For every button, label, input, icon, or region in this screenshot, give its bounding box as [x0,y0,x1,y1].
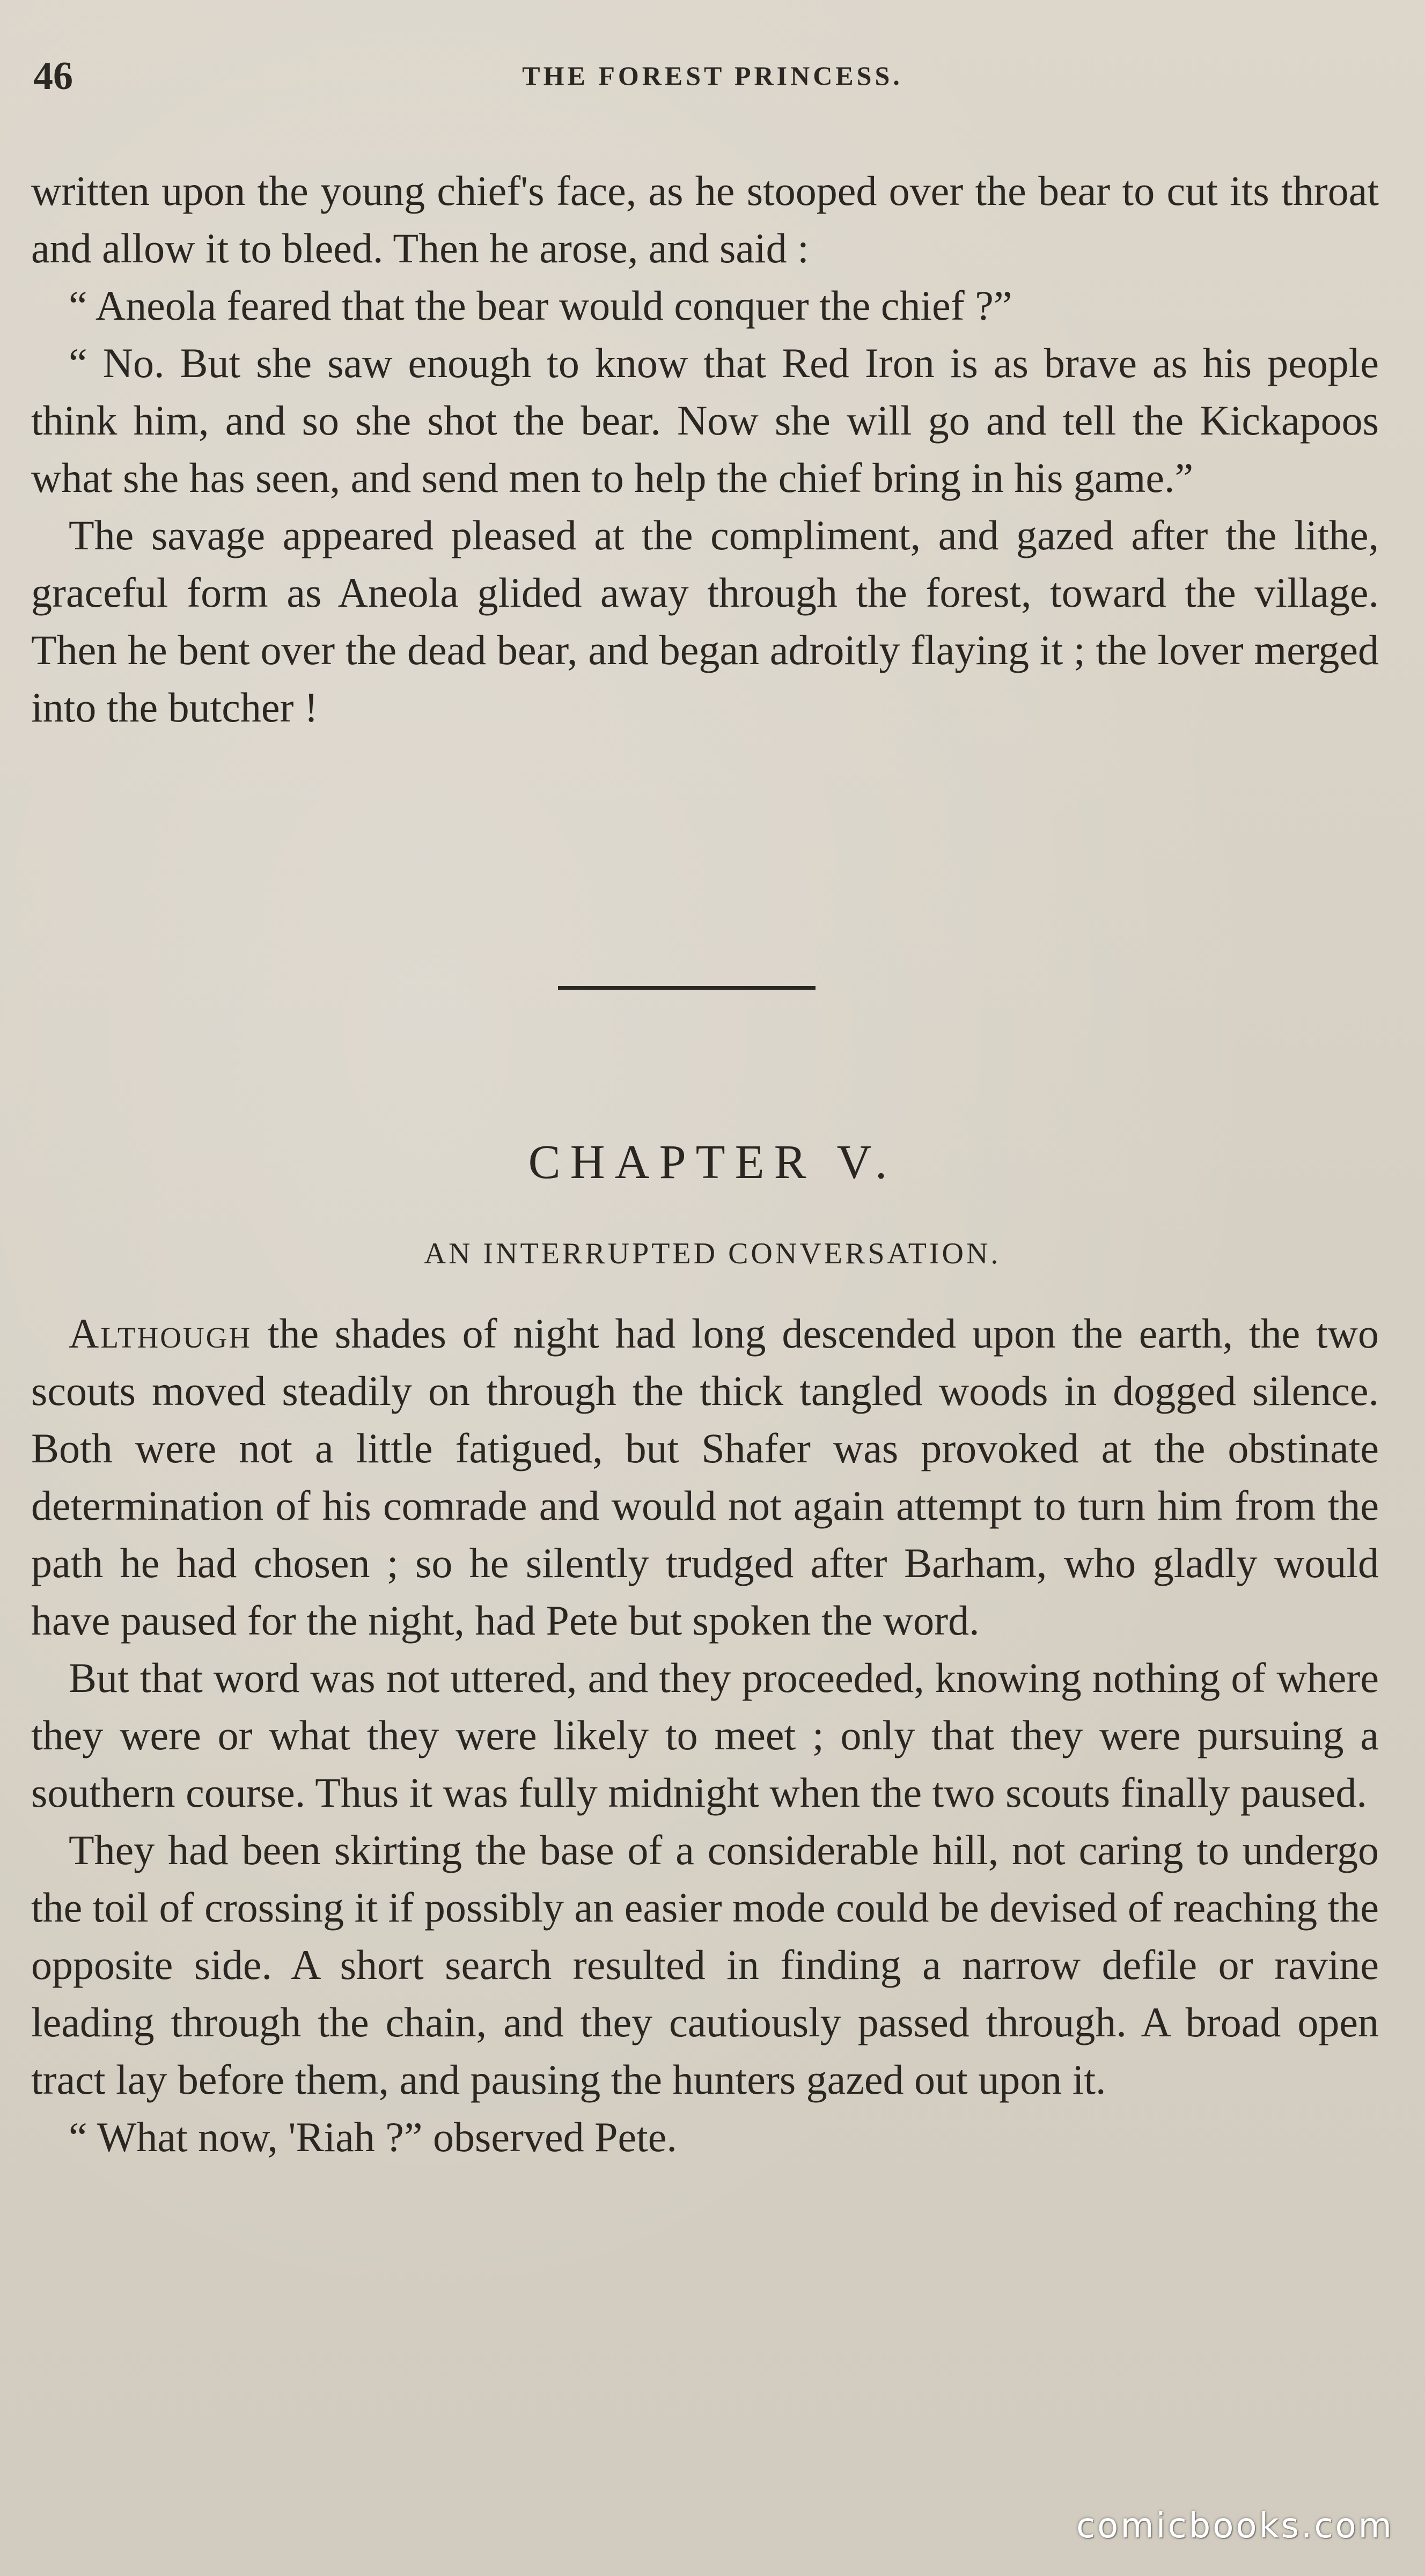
paragraph: written upon the young chief's face, as he stooped over the bear to cut its throat and allow it to bleed. Then he arose, and said : [31,167,1379,271]
paragraph-text: the shades of night had long descended upon the earth, the two scouts moved steadily on through the thick tangled woods in dogged silence. Both were not a little fatigued, but Shafer was provoked at the obstinate determination of his comrade and would not again attempt to turn him from the path he had chosen ; so he silently trudged after Barham, who gladly would have paused for the night, had Pete but spoken the word. [31,1310,1379,1644]
section-divider [558,986,816,990]
continued-text [31,162,1379,736]
paragraph: The savage appeared pleased at the compliment, and gazed after the lithe, graceful form as Aneola glided away through the forest, toward the village. Then he bent over the dead bear, and began adroitly flaying it ; the lover merged into the butcher ! [31,512,1379,731]
paragraph: They had been skirting the base of a considerable hill, not caring to undergo the toil of crossing it if possibly an easier mode could be devised of reaching the opposite side. A short search resulted in finding a narrow defile or ravine leading through the chain, and they cautiously passed through. A broad open tract lay before them, and pausing the hunters gazed out upon it. [31,1827,1379,2103]
paragraph: “ No. But she saw enough to know that Red Iron is as brave as his people think him, and so she shot the bear. Now she will go and tell the Kickapoos what she has seen, and send men to help the chief bring in his game.” [31,340,1379,501]
paragraph: “ What now, 'Riah ?” observed Pete. [69,2114,677,2160]
page-number: 46 [33,54,73,98]
chapter-subtitle: AN INTERRUPTED CONVERSATION. [424,1237,1001,1270]
running-head: THE FOREST PRINCESS. [522,61,903,91]
watermark: comicbooks.com [1076,2506,1394,2546]
page-header [33,54,1392,102]
paragraph [31,1305,1379,1649]
opening-word: Although [69,1310,252,1357]
paragraph: “ Aneola feared that the bear would conquer the chief ?” [69,282,1012,329]
paragraph: But that word was not uttered, and they proceeded, knowing nothing of where they were or what they were likely to meet ; only that they were pursuing a southern course. Thus it was fully midnight when the two scouts finally paused. [31,1654,1379,1816]
chapter-text [31,1305,1379,2166]
chapter-title: CHAPTER V. [528,1136,897,1189]
